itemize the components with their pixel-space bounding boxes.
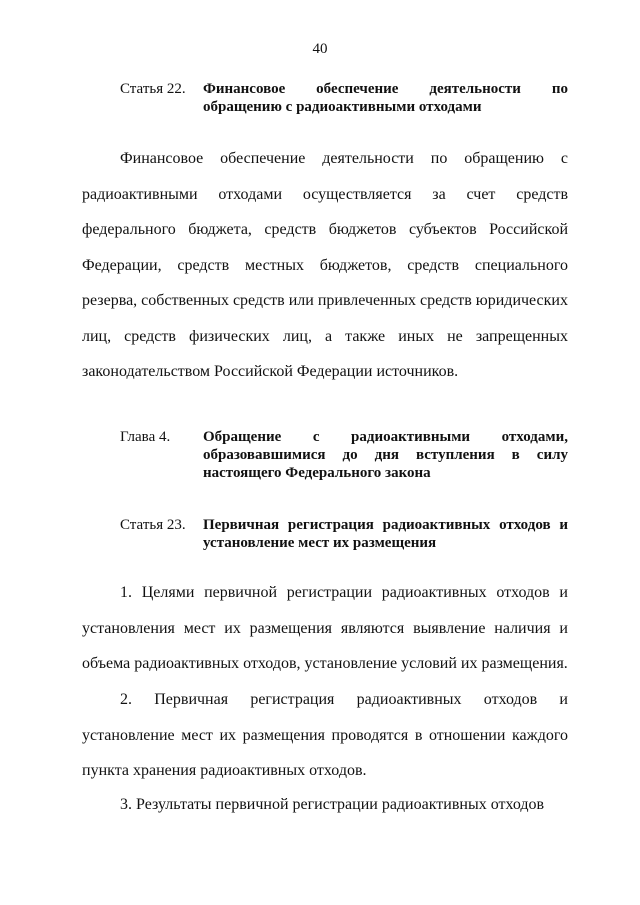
chapter-4-heading bbox=[120, 428, 568, 482]
chapter-4-label: Глава 4. bbox=[120, 429, 171, 445]
article-23-paragraph-2: 2. Первичная регистрация радиоактивных отходов и установление мест их размещения проводятся в отношении каждого пункта хранения радиоактивных отходов. bbox=[82, 691, 568, 779]
article-23-title: Первичная регистрация радиоактивных отходов и установление мест их размещения bbox=[203, 517, 568, 551]
article-22-label: Статья 22. bbox=[120, 81, 186, 97]
chapter-4-title: Обращение с радиоактивными отходами, образовавшимися до дня вступления в силу настоящего Федерального закона bbox=[203, 429, 568, 481]
article-23-paragraph-3: 3. Результаты первичной регистрации радиоактивных отходов bbox=[120, 796, 545, 813]
article-22-text: Финансовое обеспечение деятельности по обращению с радиоактивными отходами осуществляется за счет средств федерального бюджета, средств бюджетов субъектов Российской Федерации, средств местных бюджетов, средств специального резерва, собственных средств или привлеченных средств юридических лиц, средств физических лиц, а также иных не запрещенных законодательством Российской Федерации источников. bbox=[82, 150, 568, 380]
article-22-heading bbox=[120, 80, 568, 116]
article-23-paragraph-1: 1. Целями первичной регистрации радиоактивных отходов и установления мест их размещения являются выявление наличия и объема радиоактивных отходов, установление условий их размещения. bbox=[82, 584, 568, 672]
article-22-title: Финансовое обеспечение деятельности по обращению с радиоактивными отходами bbox=[203, 81, 568, 115]
article-23-label: Статья 23. bbox=[120, 517, 186, 533]
article-23-heading bbox=[120, 516, 568, 552]
page-number: 40 bbox=[312, 41, 328, 57]
